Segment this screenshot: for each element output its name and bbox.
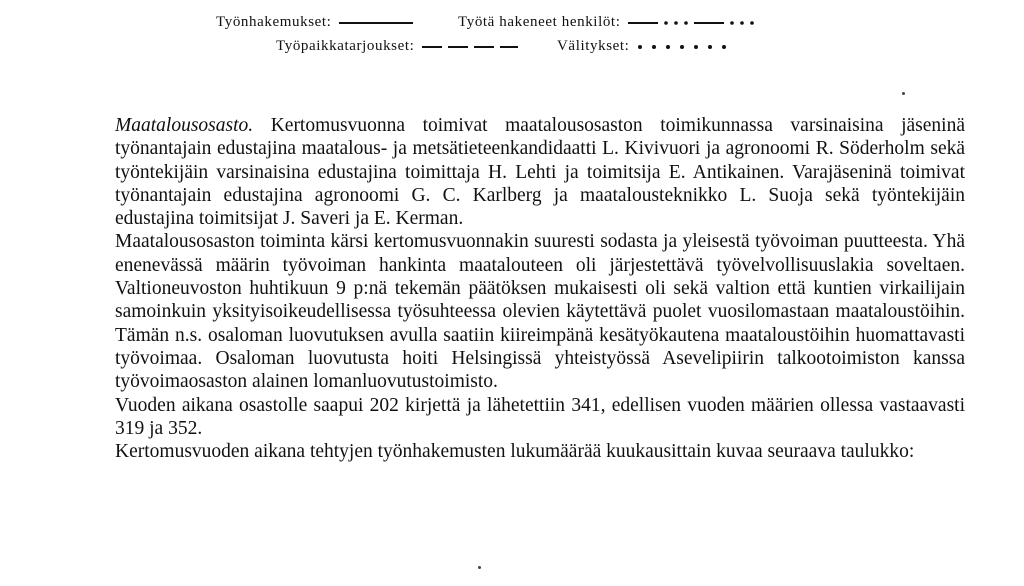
paragraph-text: Kertomusvuonna toimivat maatalousosaston toimikunnassa varsinaisina jäseninä työnantajain edustajina maatalous- ja metsätieteenkandidaatti L. Kivivuori ja agronoomi R. Söderholm sekä työntekijäin varsinaisina edustajina toimittaja H. Lehti ja toimitsija E. Antikainen. Varajäseninä toimivat työnantajain edustajina agronoomi G. C. Karlberg ja maatalousteknikko L. Suoja sekä työntekijäin edustajina toimitsijat J. Saveri ja E. Kerman. — [115, 115, 965, 230]
legend-item-applicants — [458, 14, 758, 31]
chart-legend — [0, 0, 1024, 70]
document-body — [115, 114, 965, 463]
legend-label-applicants: Työtä hakeneet henkilöt: — [458, 14, 621, 30]
legend-item-placements — [557, 38, 737, 55]
paragraph-members — [115, 114, 965, 230]
legend-label-placements: Välitykset: — [557, 38, 630, 54]
dashed-line-swatch — [422, 41, 518, 53]
paragraph-operations: Maatalousosaston toiminta kärsi kertomusvuonnakin suuresti sodasta ja yleisestä työvoiman puutteesta. Yhä enenevässä määrin työvoiman hankinta maatalouteen oli järjestettävä työvelvollisuuslakia soveltaen. Valtioneuvoston huhtikuun 9 p:nä tekemän päätöksen mukaisesti oli sekä valtion että kuntien virkailijain samoinkuin yksityisoikeudellisessa työsuhteessa olevien käytettävä puolet vuosilomastaan maataloustöihin. Tämän n.s. osaloman luovutuksen avulla saatiin kiireimpänä kesätyökautena maataloustöihin huomattavasti työvoimaa. Osaloman luovutusta hoiti Helsingissä yhteistyössä Asevelipiirin talkootoimiston kanssa työvoimaosaston alainen lomanluovutustoimisto. — [115, 231, 965, 393]
print-speck — [478, 566, 481, 569]
solid-line-swatch — [339, 17, 413, 29]
dash-dot-line-swatch — [628, 17, 758, 29]
section-heading: Maatalousosasto. — [115, 115, 254, 136]
legend-label-job-applications: Työnhakemukset: — [216, 14, 332, 30]
print-speck — [902, 92, 905, 95]
legend-item-job-offers — [276, 38, 518, 55]
paragraph-correspondence: Vuoden aikana osastolle saapui 202 kirjettä ja lähetettiin 341, edellisen vuoden määrien ollessa vastaavasti 319 ja 352. — [115, 394, 965, 439]
dotted-line-swatch — [637, 41, 737, 53]
legend-label-job-offers: Työpaikkatarjoukset: — [276, 38, 415, 54]
legend-item-job-applications — [216, 14, 413, 31]
paragraph-table-intro: Kertomusvuoden aikana tehtyjen työnhakemusten lukumäärää kuukausittain kuvaa seuraava taulukko: — [115, 441, 915, 463]
